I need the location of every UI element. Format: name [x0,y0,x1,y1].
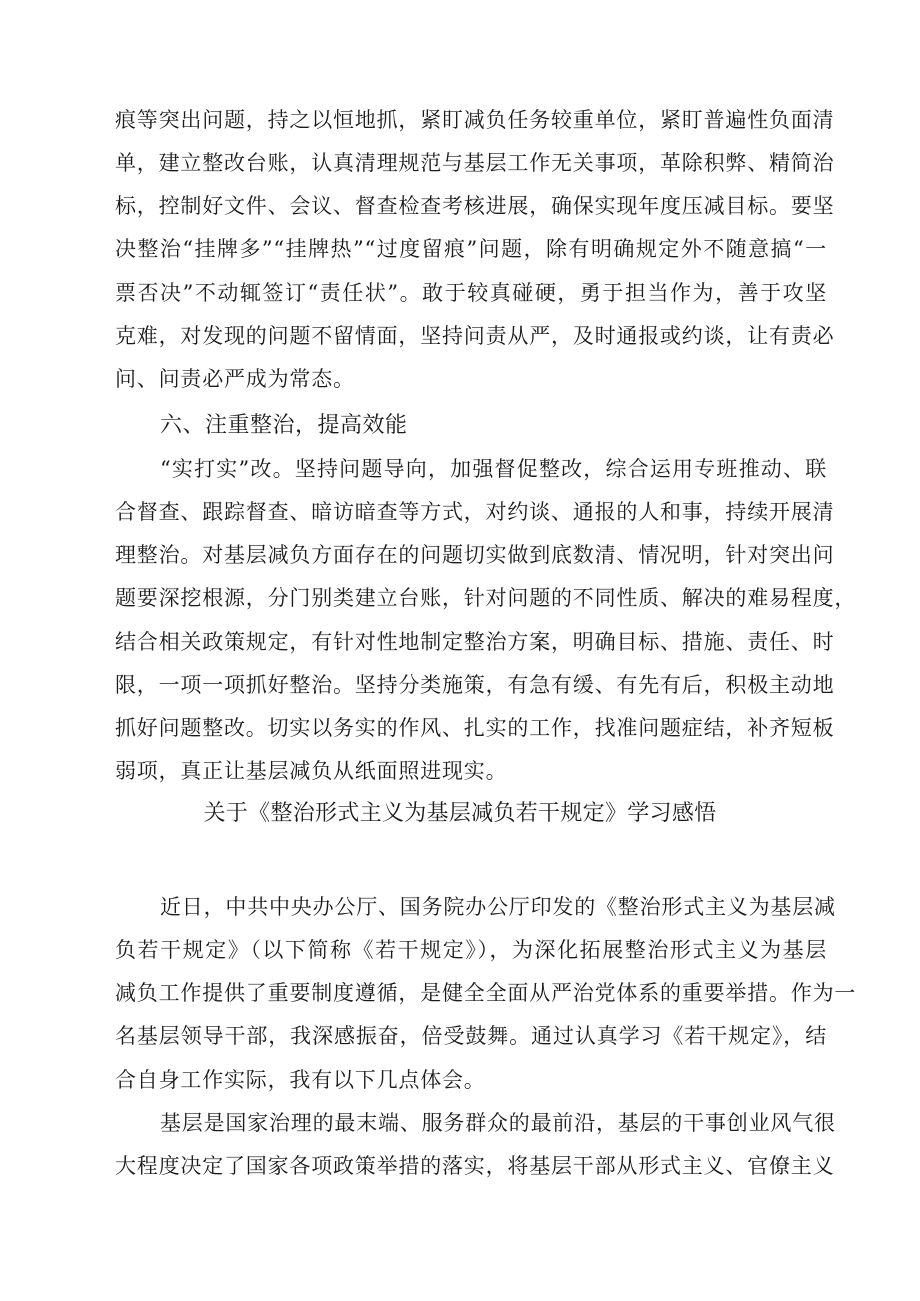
body-text-line: 限，一项一项抓好整治。坚持分类施策，有急有缓、有先有后，积极主动地 [115,673,835,697]
body-text-line: 抓好问题整改。切实以务实的作风、扎实的工作，找准问题症结，补齐短板 [115,716,835,740]
body-text-line: 题要深挖根源，分门别类建立台账，针对问题的不同性质、解决的难易程度， [115,586,857,610]
body-text-line: 克难，对发现的问题不留情面，坚持问责从严，及时通报或约谈，让有责必 [115,324,835,348]
body-text-line: 大程度决定了国家各项政策举措的落实，将基层干部从形式主义、官僚主义 [115,1154,835,1178]
body-text-line: 负若干规定》（以下简称《若干规定》），为深化拓展整治形式主义为基层 [115,938,827,962]
body-text-line: 近日，中共中央办公厅、国务院办公厅印发的《整治形式主义为基层减 [160,895,836,919]
body-text-line: 合督查、跟踪督查、暗访暗查等方式，对约谈、通报的人和事，持续开展清 [115,500,835,524]
body-text-line: 弱项，真正让基层减负从纸面照进现实。 [115,759,508,783]
body-text-line: 理整治。对基层减负方面存在的问题切实做到底数清、情况明，针对突出问 [115,543,835,567]
article-title: 关于《整治形式主义为基层减负若干规定》学习感悟 [203,801,717,826]
body-text-line: 决整治“挂牌多”“挂牌热”“过度留痕”问题，除有明确规定外不随意搞“一 [115,237,827,261]
body-text-line: 合自身工作实际，我有以下几点体会。 [115,1068,486,1092]
body-text-line: 痕等突出问题，持之以恒地抓，紧盯减负任务较重单位，紧盯普遍性负面清 [115,108,835,132]
body-text-line: 基层是国家治理的最末端、服务群众的最前沿，基层的干事创业风气很 [160,1111,836,1135]
body-text-line: 单，建立整改台账，认真清理规范与基层工作无关事项，革除积弊、精简治 [115,151,835,175]
body-text-line: 票否决”不动辄签订“责任状”。敢于较真碰硬，勇于担当作为，善于攻坚 [115,281,827,305]
section-heading: 六、注重整治，提高效能 [160,413,408,438]
body-text-line: 名基层领导干部，我深感振奋，倍受鼓舞。通过认真学习《若干规定》，结 [115,1024,827,1048]
body-text-line: “实打实”改。坚持问题导向，加强督促整改，综合运用专班推动、联 [160,457,827,481]
body-text-line: 问、问责必严成为常态。 [115,367,355,391]
body-text-line: 标，控制好文件、会议、督查检查考核进展，确保实现年度压减目标。要坚 [115,194,835,218]
body-text-line: 减负工作提供了重要制度遵循，是健全全面从严治党体系的重要举措。作为一 [115,981,857,1005]
body-text-line: 结合相关政策规定，有针对性地制定整治方案，明确目标、措施、责任、时 [115,630,835,654]
